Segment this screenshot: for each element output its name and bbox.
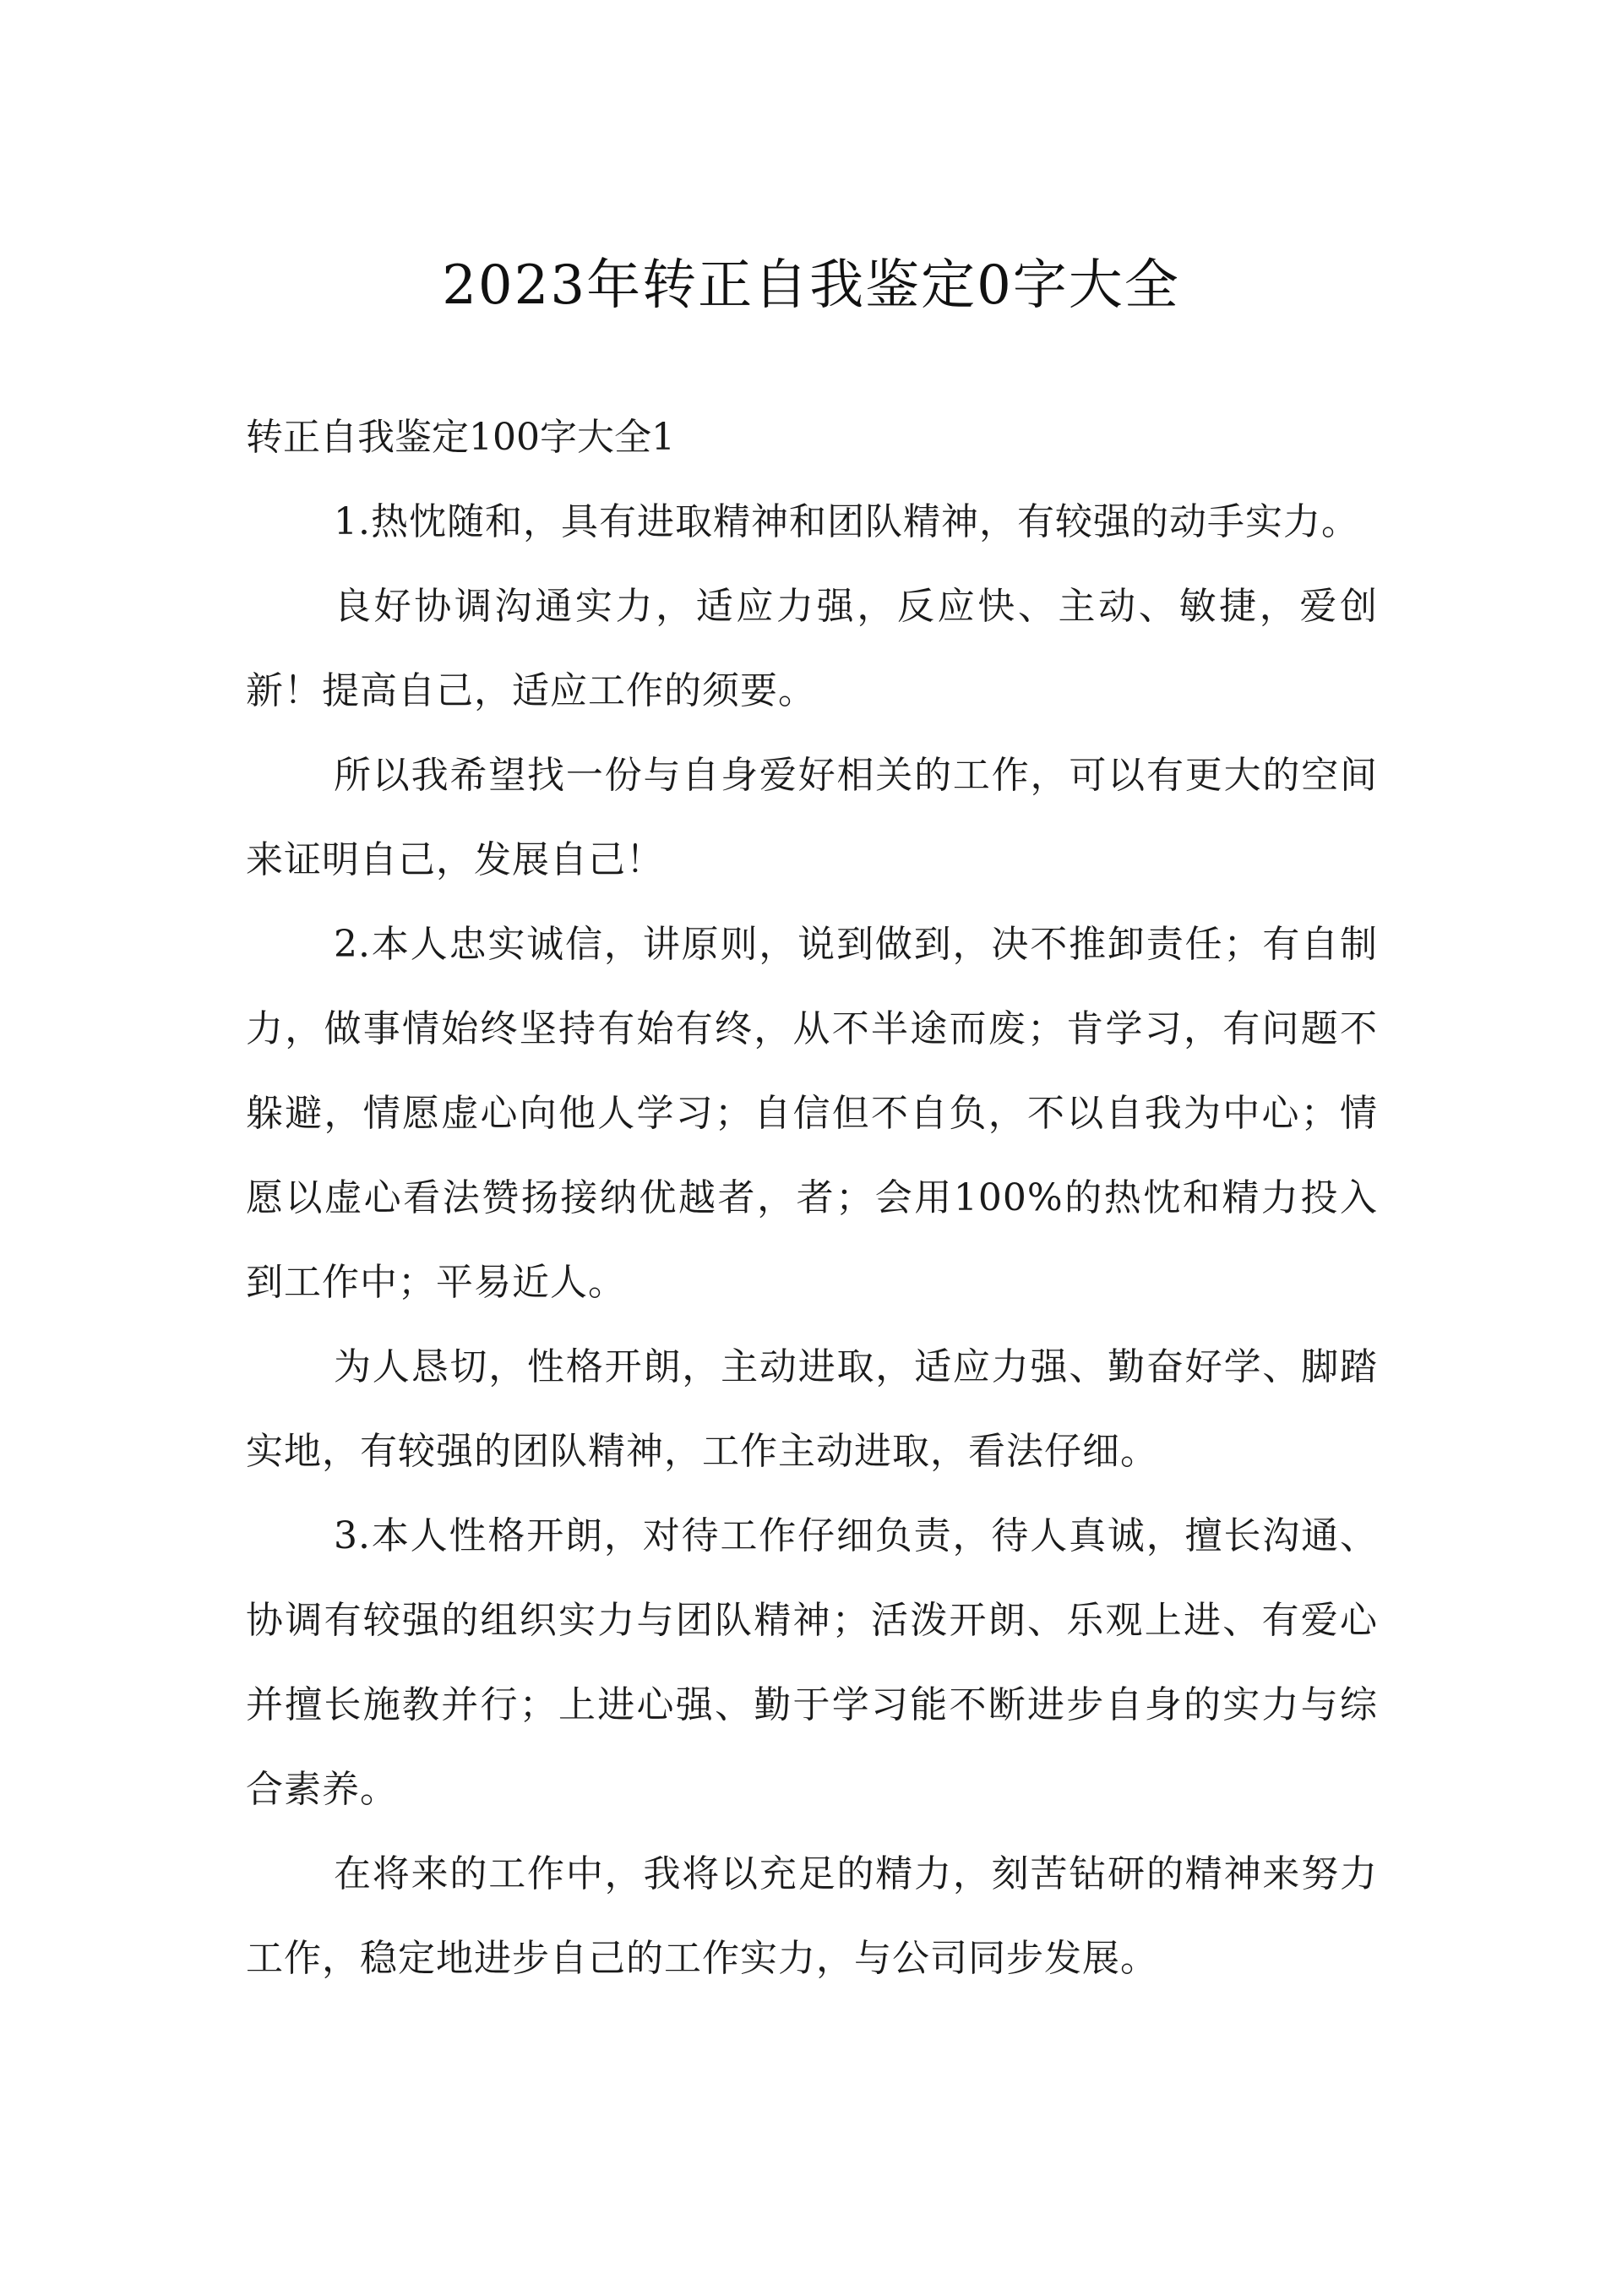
paragraph: 3.本人性格开朗，对待工作仔细负责，待人真诚，擅长沟通、协调有较强的组织实力与团队精神；活泼开朗、乐观上进、有爱心并擅长施教并行；上进心强、勤于学习能不断进步自身的实力与综合素养。 (246, 1514, 1378, 1811)
document-title: 2023年转正自我鉴定0字大全 (442, 254, 1180, 317)
document-body (246, 395, 1378, 2001)
paragraph: 良好协调沟通实力，适应力强，反应快、主动、敏捷，爱创新！提高自己，适应工作的须要。 (246, 585, 1378, 712)
paragraph: 1.热忱随和，具有进取精神和团队精神，有较强的动手实力。 (334, 500, 1359, 543)
paragraph: 在将来的工作中，我将以充足的精力，刻苦钻研的精神来努力工作，稳定地进步自己的工作实力，与公司同步发展。 (246, 1852, 1378, 1980)
paragraph: 为人恳切，性格开朗，主动进取，适应力强、勤奋好学、脚踏实地，有较强的团队精神，工作主动进取，看法仔细。 (246, 1345, 1378, 1473)
section-heading: 转正自我鉴定100字大全1 (246, 416, 675, 459)
paragraph: 所以我希望找一份与自身爱好相关的工作，可以有更大的空间来证明自己，发展自己！ (246, 754, 1378, 881)
paragraph: 2.本人忠实诚信，讲原则，说到做到，决不推卸责任；有自制力，做事情始终坚持有始有终，从不半途而废；肯学习，有问题不躲避，情愿虚心向他人学习；自信但不自负，不以自我为中心；情愿以虚心看法赞扬接纳优越者，者；会用100%的热忱和精力投入到工作中；平易近人。 (246, 923, 1378, 1304)
